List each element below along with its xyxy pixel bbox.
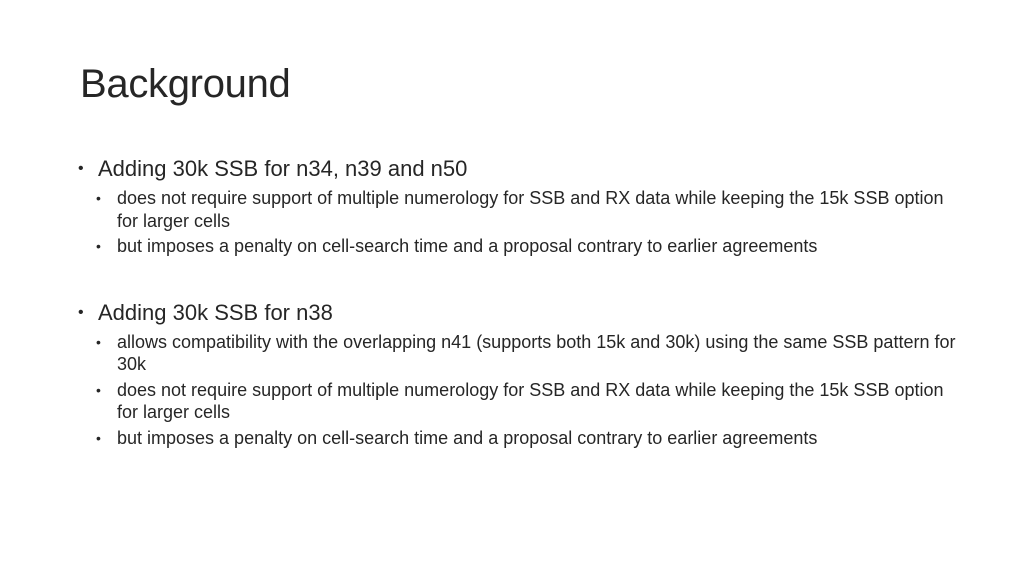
section-heading-text: Adding 30k SSB for n38 xyxy=(98,299,333,325)
bullet-icon: • xyxy=(96,381,101,398)
sub-bullet-item xyxy=(96,427,958,450)
section-spacer xyxy=(78,258,958,298)
section-heading-text: Adding 30k SSB for n34, n39 and n50 xyxy=(98,156,468,181)
sub-bullet-text: but imposes a penalty on cell-search time and a proposal contrary to earlier agreements xyxy=(117,236,818,256)
sub-bullet-item xyxy=(96,379,958,424)
bullet-icon: • xyxy=(96,190,101,206)
sub-bullet-item xyxy=(96,235,958,258)
bullet-icon: • xyxy=(96,238,101,254)
slide-body xyxy=(78,154,958,449)
section-heading-n34-n39-n50 xyxy=(78,154,958,184)
sub-bullet-text: does not require support of multiple numerology for SSB and RX data while keeping the 15k SSB option for larger cells xyxy=(117,379,944,422)
slide-title: Background xyxy=(80,62,291,106)
bullet-icon: • xyxy=(78,303,84,321)
bullet-icon: • xyxy=(96,429,101,446)
sub-bullet-item xyxy=(96,331,958,376)
section-heading-n38 xyxy=(78,298,958,328)
bullet-icon: • xyxy=(96,333,101,350)
sub-bullet-text: does not require support of multiple numerology for SSB and RX data while keeping the 15k SSB option for larger cells xyxy=(117,188,944,231)
sub-bullet-item xyxy=(96,187,958,232)
sub-bullet-text: allows compatibility with the overlapping n41 (supports both 15k and 30k) using the same SSB pattern for 30k xyxy=(117,331,956,374)
sub-bullet-list xyxy=(96,187,958,258)
sub-bullet-list xyxy=(96,331,958,450)
sub-bullet-text: but imposes a penalty on cell-search time and a proposal contrary to earlier agreements xyxy=(117,427,818,448)
bullet-icon: • xyxy=(78,160,84,177)
